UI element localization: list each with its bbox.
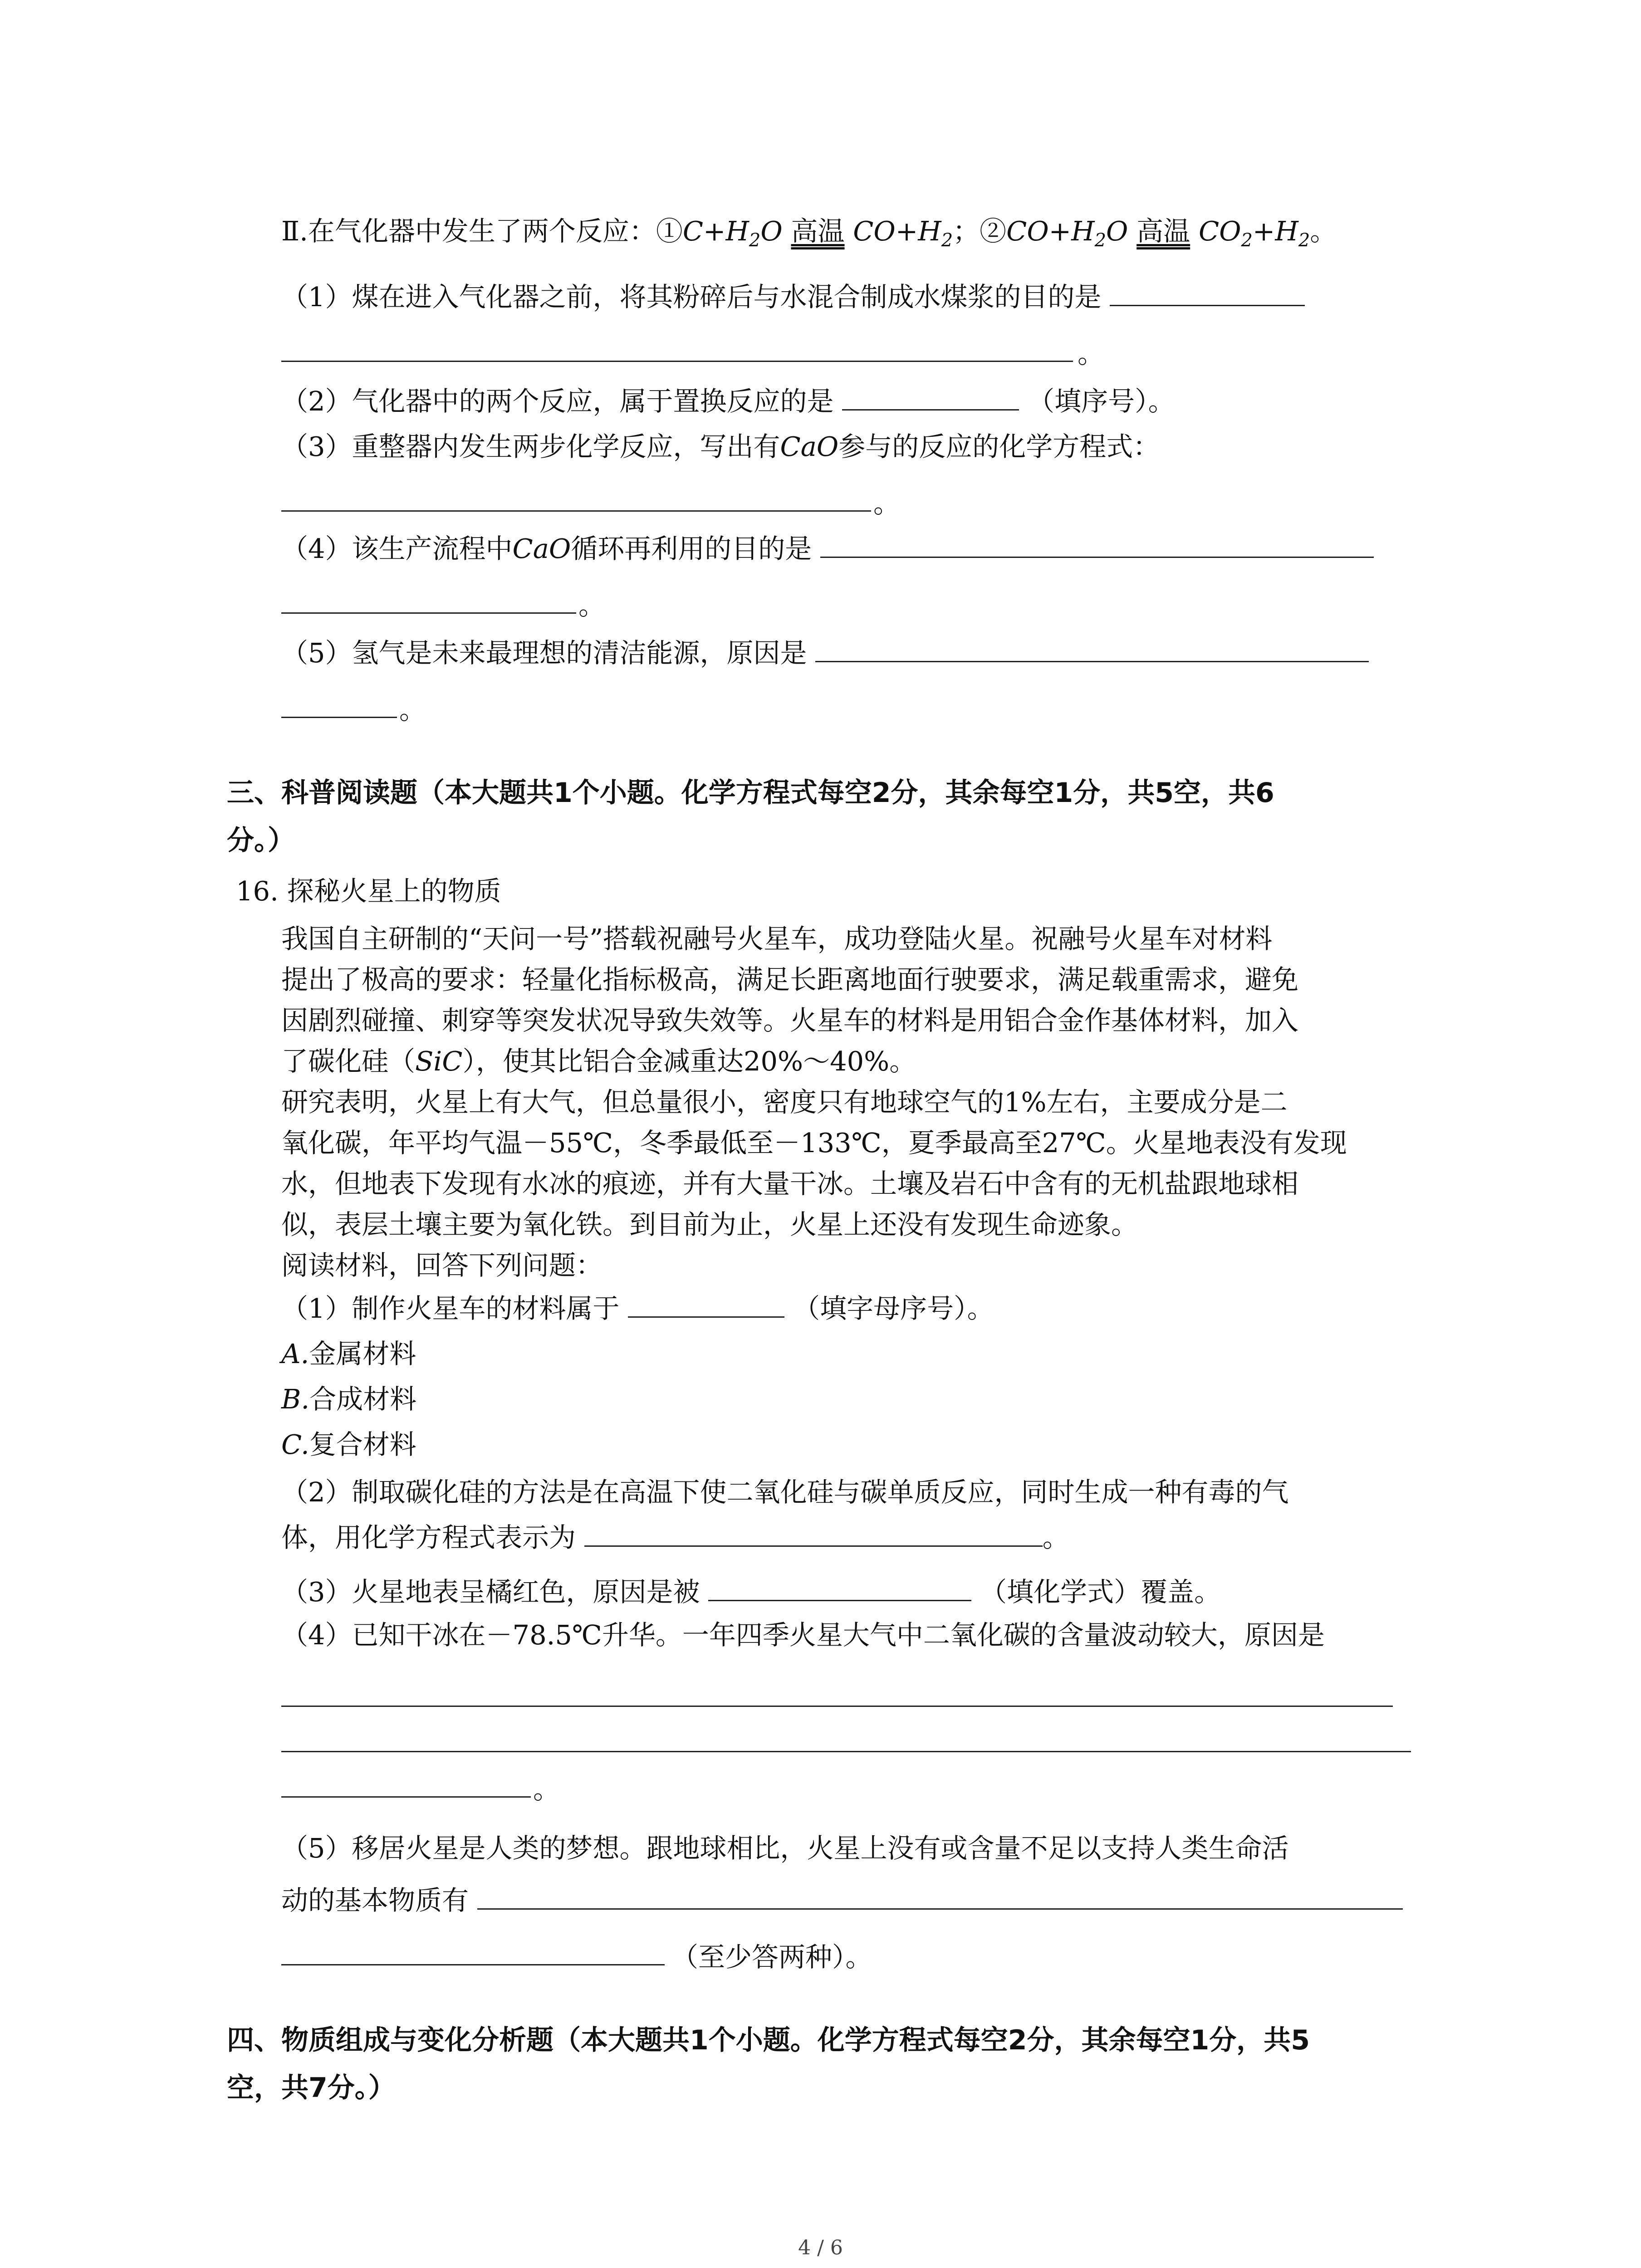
answer-blank[interactable] [1110, 277, 1305, 306]
question-text: 体，用化学方程式表示为 [281, 1522, 576, 1553]
passage-text: 水，但地表下发现有水冰的痕迹，并有大量干冰。土壤及岩石中含有的无机盐跟地球相 [281, 1168, 1299, 1199]
answer-blank[interactable] [815, 633, 1369, 662]
period: 。 [1310, 215, 1337, 247]
section-heading: 三、科普阅读题（本大题共1个小题。化学方程式每空2分，其余每空1分，共5空，共6 [227, 777, 1274, 809]
section-heading: 四、物质组成与变化分析题（本大题共1个小题。化学方程式每空2分，其余每空1分，共5 [227, 2024, 1310, 2056]
question-text: （4）该生产流程中 [281, 533, 513, 564]
question-15-1 [281, 277, 1305, 315]
reaction-1-reactants: O [760, 215, 783, 247]
answer-blank[interactable] [628, 1288, 784, 1318]
answer-line[interactable] [281, 612, 576, 614]
reaction-2-reactants: CO+H [1006, 215, 1095, 247]
subscript: 2 [1241, 230, 1253, 251]
answer-line[interactable] [281, 1964, 665, 1965]
question-text: （5）移居火星是人类的梦想。跟地球相比，火星上没有或含量不足以支持人类生命活 [281, 1833, 1289, 1864]
period: 。 [399, 694, 426, 725]
answer-line[interactable] [281, 361, 1073, 362]
question-text: （2）制取碳化硅的方法是在高温下使二氧化硅与碳单质反应，同时生成一种有毒的气 [281, 1476, 1289, 1508]
subscript: 2 [1298, 230, 1310, 251]
question-16-5 [281, 1880, 1403, 1919]
option-c[interactable] [281, 1427, 416, 1463]
instruction-text: 阅读材料，回答下列问题： [281, 1250, 603, 1281]
option-letter: C. [281, 1429, 309, 1460]
reaction-1-reactants: C+H [682, 215, 749, 247]
answer-blank[interactable] [842, 381, 1019, 411]
question-16-3 [281, 1572, 1221, 1610]
reaction-line [281, 213, 1337, 259]
answer-blank[interactable] [584, 1517, 1043, 1547]
subscript: 2 [749, 230, 761, 251]
question-16-2 [281, 1517, 1069, 1556]
question-15-2 [281, 381, 1175, 420]
question-hint: （填字母序号）。 [793, 1293, 994, 1324]
question-text: （1）煤在进入气化器之前，将其粉碎后与水混合制成水煤浆的目的是 [281, 281, 1102, 313]
question-15-4 [281, 528, 1374, 567]
chemical-formula: CaO [780, 431, 839, 462]
question-text: 参与的反应的化学方程式： [838, 431, 1160, 462]
reaction-2-number: ② [980, 215, 1007, 247]
passage-text: 我国自主研制的“天问一号”搭载祝融号火星车，成功登陆火星。祝融号火星车对材料 [281, 923, 1273, 954]
passage-text: 氧化碳，年平均气温－55℃，冬季最低至－133℃，夏季最高至27℃。火星地表没有发现 [281, 1127, 1347, 1158]
section-heading: 分。） [227, 825, 295, 856]
answer-line[interactable] [281, 1796, 531, 1798]
separator: ； [953, 215, 980, 247]
period: 。 [578, 590, 606, 621]
question-15-3 [281, 429, 1160, 465]
passage-text: 研究表明，火星上有大气，但总量很小，密度只有地球空气的1%左右，主要成分是二 [281, 1086, 1288, 1118]
chemical-formula: CaO [512, 533, 571, 564]
passage-text: ），使其比铝合金减重达20%～40%。 [462, 1046, 916, 1077]
question-text: （1）制作火星车的材料属于 [281, 1293, 620, 1324]
option-text: 复合材料 [309, 1429, 416, 1460]
section-heading: 空，共7分。） [227, 2072, 396, 2104]
period: 。 [1078, 338, 1105, 369]
reaction-condition: 高温 [1136, 215, 1190, 247]
answer-line[interactable] [281, 717, 397, 718]
option-a[interactable] [281, 1336, 416, 1372]
question-hint: （至少答两种）。 [671, 1941, 872, 1973]
passage-text: 因剧烈碰撞、刺穿等突发状况导致失效等。火星车的材料是用铝合金作基体材料，加入 [281, 1005, 1299, 1036]
period: 。 [1042, 1522, 1069, 1553]
subscript: 2 [1094, 230, 1107, 251]
passage-text: 了碳化硅（ [281, 1046, 416, 1077]
answer-line[interactable] [281, 510, 871, 512]
reaction-2-products: +H [1252, 215, 1298, 247]
page-number: 4 / 6 [798, 2236, 843, 2259]
reaction-1-number: ① [656, 215, 683, 247]
question-text: 动的基本物质有 [281, 1885, 469, 1916]
period: 。 [533, 1774, 560, 1805]
option-text: 合成材料 [309, 1383, 417, 1415]
option-text: 金属材料 [309, 1338, 416, 1369]
reaction-1-products: CO+H [853, 215, 941, 247]
question-hint: （填化学式）覆盖。 [980, 1576, 1221, 1608]
question-text: （3）重整器内发生两步化学反应，写出有 [281, 431, 780, 462]
question-15-5 [281, 633, 1369, 671]
chemical-formula: SiC [415, 1046, 463, 1077]
reaction-condition: 高温 [791, 215, 845, 247]
answer-blank[interactable] [820, 528, 1374, 558]
answer-line[interactable] [281, 1751, 1411, 1752]
question-16-1 [281, 1288, 994, 1327]
passage-text: 似，表层土壤主要为氧化铁。到目前为止，火星上还没有发现生命迹象。 [281, 1209, 1138, 1240]
question-text: （4）已知干冰在－78.5℃升华。一年四季火星大气中二氧化碳的含量波动较大，原因是 [281, 1619, 1325, 1651]
answer-line[interactable] [281, 1706, 1393, 1707]
question-text: （5）氢气是未来最理想的清洁能源，原因是 [281, 637, 807, 669]
option-letter: A. [281, 1338, 309, 1369]
answer-blank[interactable] [477, 1880, 1403, 1910]
option-letter: B. [281, 1383, 310, 1415]
passage-text [281, 1043, 916, 1080]
question-text: （3）火星地表呈橘红色，原因是被 [281, 1576, 700, 1608]
question-text: 循环再利用的目的是 [571, 533, 812, 564]
question-title: 16. 探秘火星上的物质 [236, 875, 501, 907]
reaction-intro: Ⅱ.在气化器中发生了两个反应： [281, 215, 656, 247]
passage-text: 提出了极高的要求：轻量化指标极高，满足长距离地面行驶要求，满足载重需求，避免 [281, 964, 1299, 995]
subscript: 2 [941, 230, 953, 251]
reaction-2-reactants: O [1106, 215, 1128, 247]
period: 。 [873, 488, 901, 519]
answer-blank[interactable] [708, 1572, 971, 1601]
question-hint: （填序号）。 [1028, 386, 1175, 417]
reaction-2-products: CO [1198, 215, 1241, 247]
question-text: （2）气化器中的两个反应，属于置换反应的是 [281, 386, 834, 417]
option-b[interactable] [281, 1381, 416, 1418]
